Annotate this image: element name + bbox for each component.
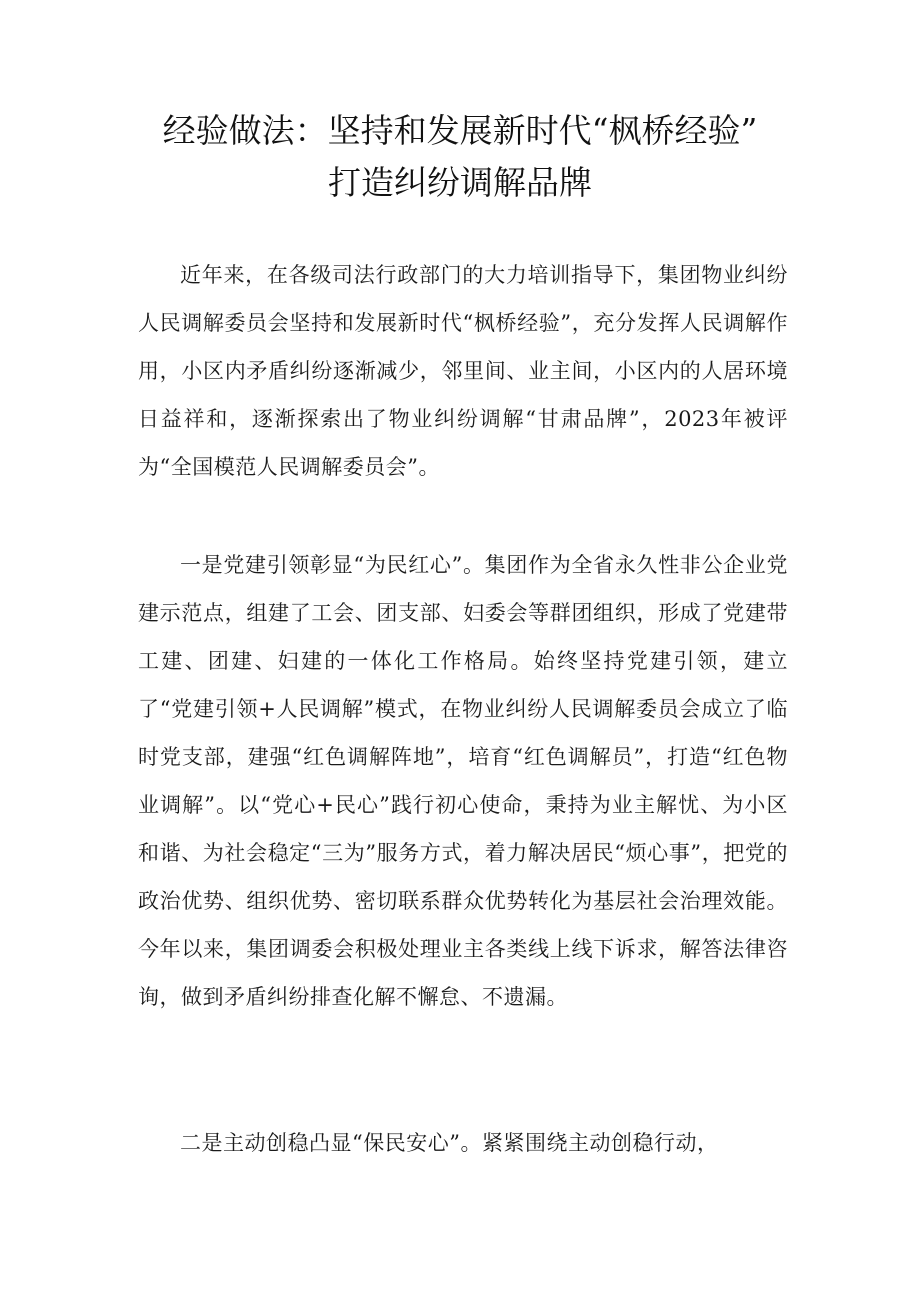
document-title-line-2: 打造纠纷调解品牌	[328, 163, 592, 202]
paragraph-intro: 近年来，在各级司法行政部门的大力培训指导下，集团物业纠纷人民调解委员会坚持和发展新时代“枫桥经验”，充分发挥人民调解作用，小区内矛盾纠纷逐渐减少，邻里间、业主间，小区内的人居环境日益祥和，逐渐探索出了物业纠纷调解“甘肃品牌”，2023年被评为“全国模范人民调解委员会”。	[138, 263, 788, 479]
paragraph-stability: 二是主动创稳凸显“保民安心”。紧紧围绕主动创稳行动，	[180, 1131, 719, 1155]
document-title-line-1: 经验做法：坚持和发展新时代“枫桥经验”	[162, 111, 758, 150]
paragraph-party-building: 一是党建引领彰显“为民红心”。集团作为全省永久性非公企业党建示范点，组建了工会、团支部、妇委会等群团组织，形成了党建带工建、团建、妇建的一体化工作格局。始终坚持党建引领，建立了“党建引领+人民调解”模式，在物业纠纷人民调解委员会成立了临时党支部，建强“红色调解阵地”，培育“红色调解员”，打造“红色物业调解”。以“党心+民心”践行初心使命，秉持为业主解忧、为小区和谐、为社会稳定“三为”服务方式，着力解决居民“烦心事”，把党的政治优势、组织优势、密切联系群众优势转化为基层社会治理效能。今年以来，集团调委会积极处理业主各类线上线下诉求，解答法律咨询，做到矛盾纠纷排查化解不懈怠、不遗漏。	[138, 553, 788, 1009]
